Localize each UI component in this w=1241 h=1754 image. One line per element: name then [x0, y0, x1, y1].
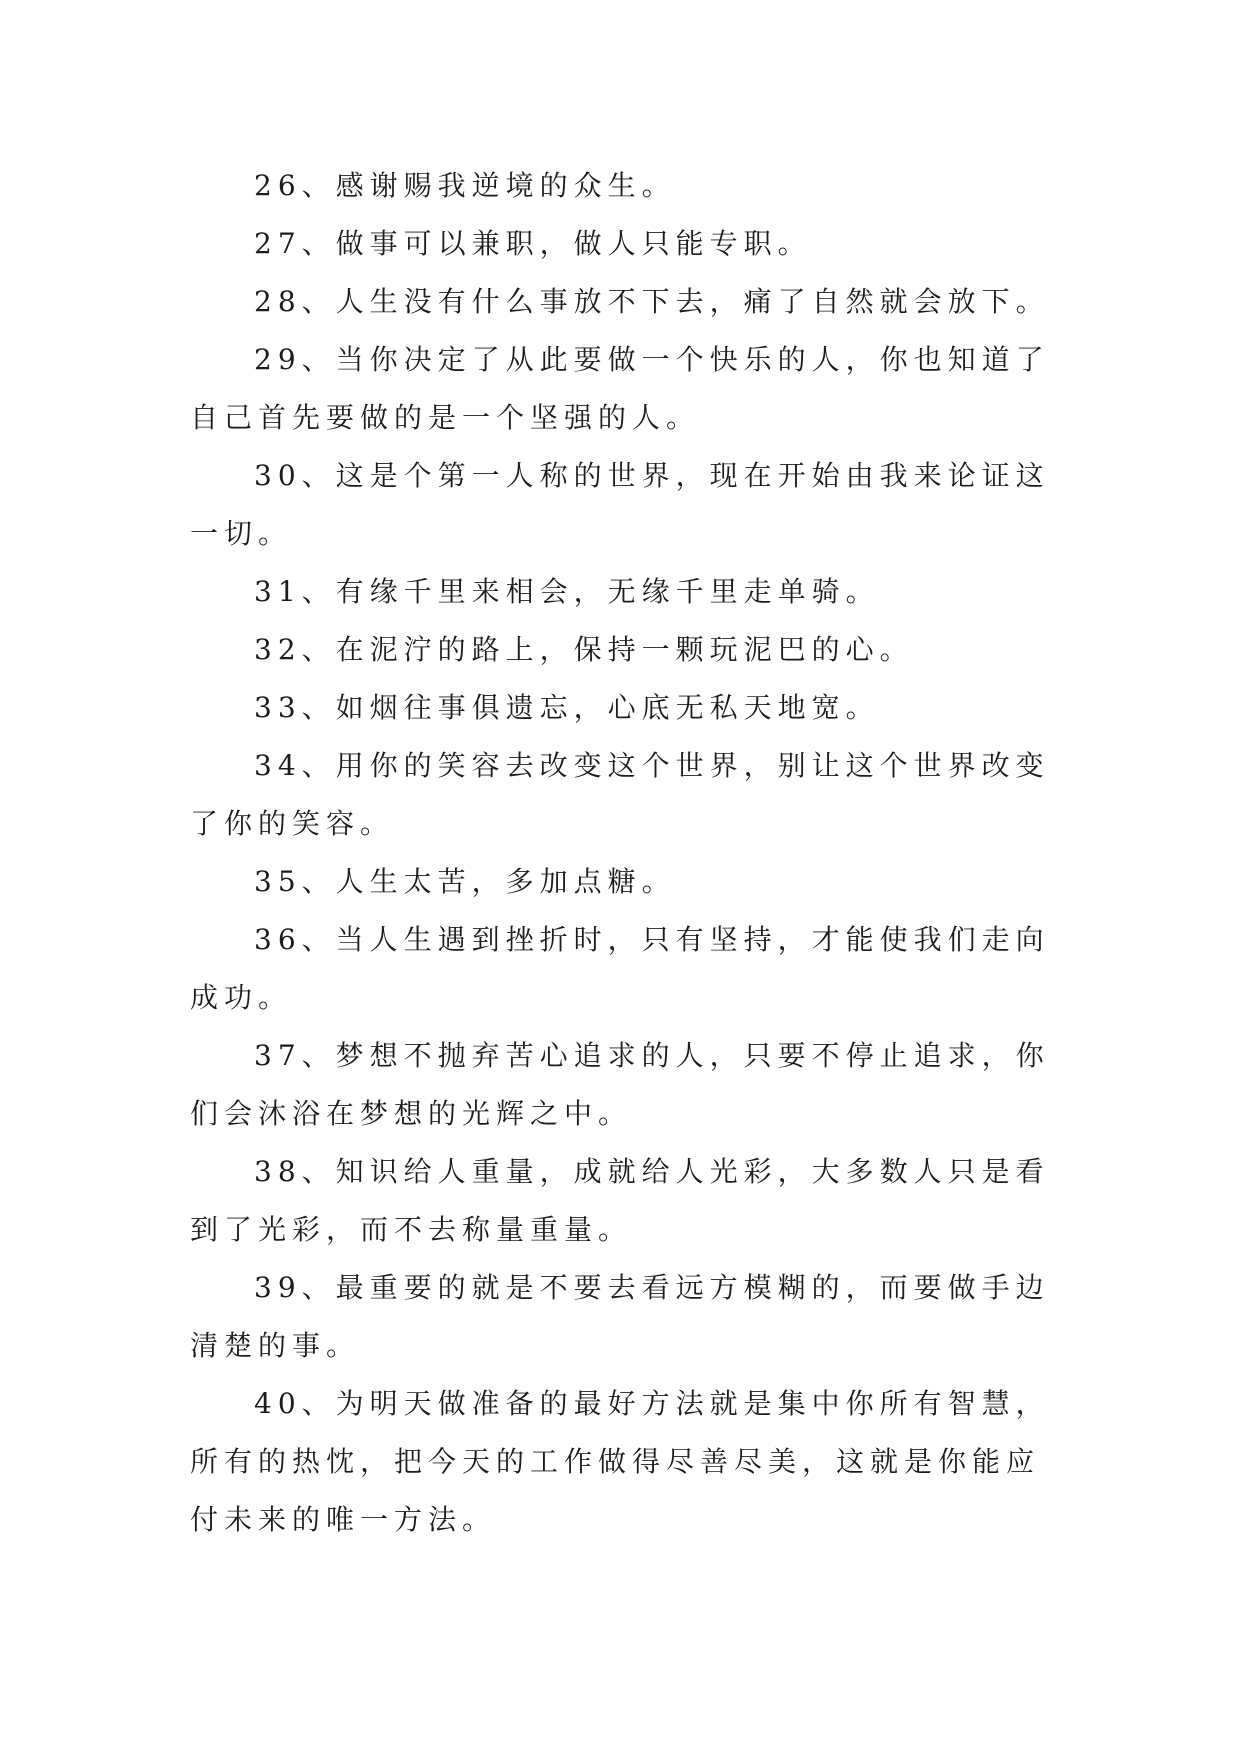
paragraph: 38、知识给人重量，成就给人光彩，大多数人只是看到了光彩，而不去称量重量。 [190, 1155, 1050, 1246]
paragraph: 29、当你决定了从此要做一个快乐的人，你也知道了自己首先要做的是一个坚强的人。 [190, 343, 1050, 434]
paragraph: 37、梦想不抛弃苦心追求的人，只要不停止追求，你们会沐浴在梦想的光辉之中。 [190, 1039, 1050, 1130]
paragraph: 31、有缘千里来相会，无缘千里走单骑。 [254, 575, 880, 608]
paragraph: 30、这是个第一人称的世界，现在开始由我来论证这一切。 [190, 459, 1050, 550]
document-body [190, 157, 1054, 1549]
paragraph: 32、在泥泞的路上，保持一颗玩泥巴的心。 [254, 633, 914, 666]
paragraph: 36、当人生遇到挫折时，只有坚持，才能使我们走向成功。 [190, 923, 1050, 1014]
paragraph: 26、感谢赐我逆境的众生。 [254, 169, 676, 202]
paragraph: 34、用你的笑容去改变这个世界，别让这个世界改变了你的笑容。 [190, 749, 1050, 840]
paragraph: 40、为明天做准备的最好方法就是集中你所有智慧，所有的热忱，把今天的工作做得尽善尽美，这就是你能应付未来的唯一方法。 [190, 1387, 1050, 1536]
paragraph: 27、做事可以兼职，做人只能专职。 [254, 227, 812, 260]
paragraph: 28、人生没有什么事放不下去，痛了自然就会放下。 [254, 285, 1050, 318]
paragraph: 35、人生太苦，多加点糖。 [254, 865, 676, 898]
paragraph: 33、如烟往事俱遗忘，心底无私天地宽。 [254, 691, 880, 724]
paragraph: 39、最重要的就是不要去看远方模糊的，而要做手边清楚的事。 [190, 1271, 1050, 1362]
